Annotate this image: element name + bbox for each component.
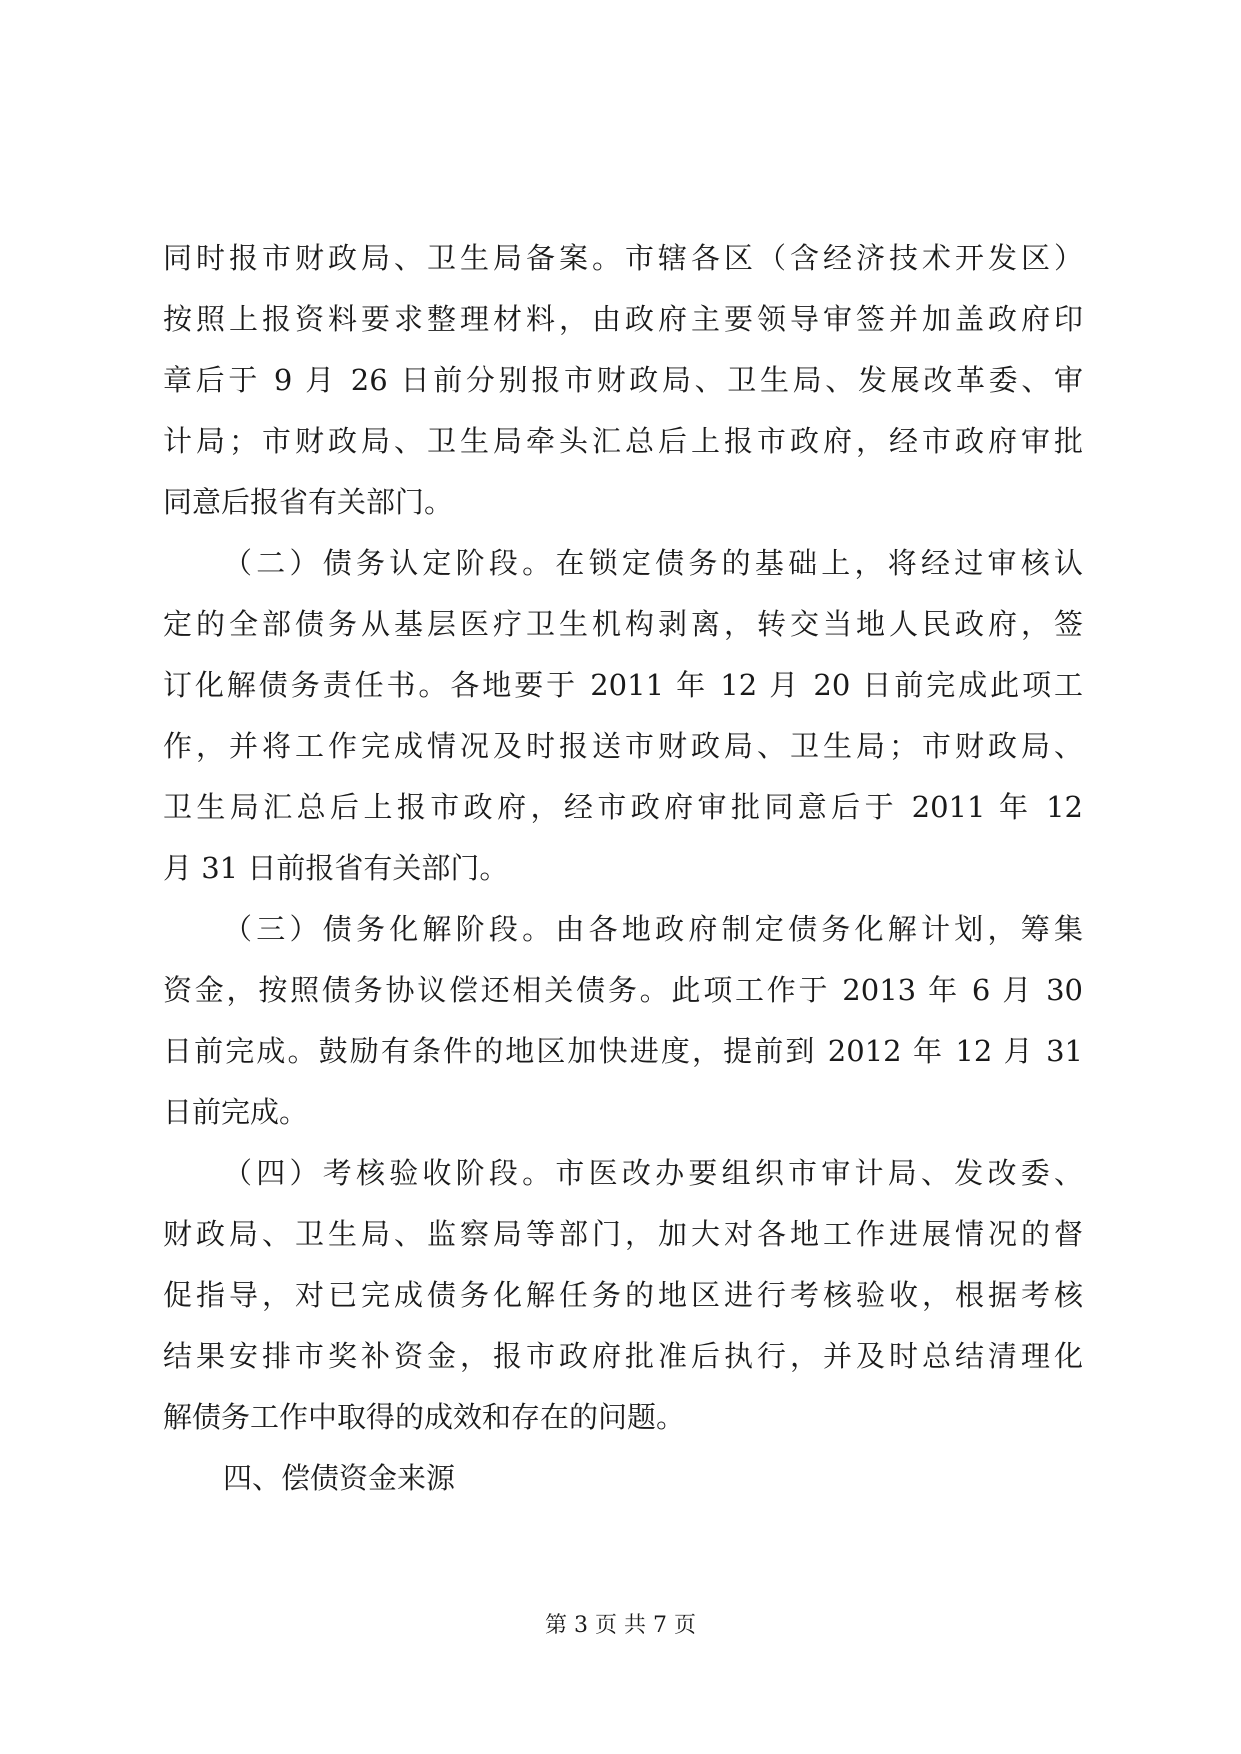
text-line: 定的全部债务从基层医疗卫生机构剥离，转交当地人民政府，签 bbox=[163, 607, 1083, 641]
paragraph-heading-line: （四）考核验收阶段。市医改办要组织市审计局、发改委、 bbox=[223, 1156, 1083, 1190]
text-line: 计局；市财政局、卫生局牵头汇总后上报市政府，经市政府审批 bbox=[163, 424, 1083, 458]
text-line: 作，并将工作完成情况及时报送市财政局、卫生局；市财政局、 bbox=[163, 729, 1083, 763]
text-line: 按照上报资料要求整理材料，由政府主要领导审签并加盖政府印 bbox=[163, 302, 1083, 336]
paragraph-heading-line: （三）债务化解阶段。由各地政府制定债务化解计划，筹集 bbox=[223, 912, 1083, 946]
text-line: 卫生局汇总后上报市政府，经市政府审批同意后于 2011 年 12 bbox=[163, 790, 1083, 824]
text-line: 结果安排市奖补资金，报市政府批准后执行，并及时总结清理化 bbox=[163, 1339, 1083, 1373]
document-body bbox=[163, 228, 1083, 1509]
text-line: 资金，按照债务协议偿还相关债务。此项工作于 2013 年 6 月 30 bbox=[163, 973, 1083, 1007]
page-number-footer: 第 3 页 共 7 页 bbox=[545, 1613, 696, 1638]
text-line: 章后于 9 月 26 日前分别报市财政局、卫生局、发展改革委、审 bbox=[163, 363, 1083, 397]
text-line: 解债务工作中取得的成效和存在的问题。 bbox=[163, 1400, 686, 1434]
text-line: 日前完成。 bbox=[163, 1095, 309, 1129]
text-line: 财政局、卫生局、监察局等部门，加大对各地工作进展情况的督 bbox=[163, 1217, 1083, 1251]
text-line: 促指导，对已完成债务化解任务的地区进行考核验收，根据考核 bbox=[163, 1278, 1083, 1312]
paragraph-heading-line: （二）债务认定阶段。在锁定债务的基础上，将经过审核认 bbox=[223, 546, 1083, 580]
section-heading: 四、偿债资金来源 bbox=[223, 1461, 456, 1495]
text-line: 同意后报省有关部门。 bbox=[163, 485, 454, 519]
text-line: 订化解债务责任书。各地要于 2011 年 12 月 20 日前完成此项工 bbox=[163, 668, 1083, 702]
text-line: 日前完成。鼓励有条件的地区加快进度，提前到 2012 年 12 月 31 bbox=[163, 1034, 1083, 1068]
text-line: 同时报市财政局、卫生局备案。市辖各区（含经济技术开发区） bbox=[163, 241, 1083, 275]
text-line: 月 31 日前报省有关部门。 bbox=[163, 851, 509, 885]
